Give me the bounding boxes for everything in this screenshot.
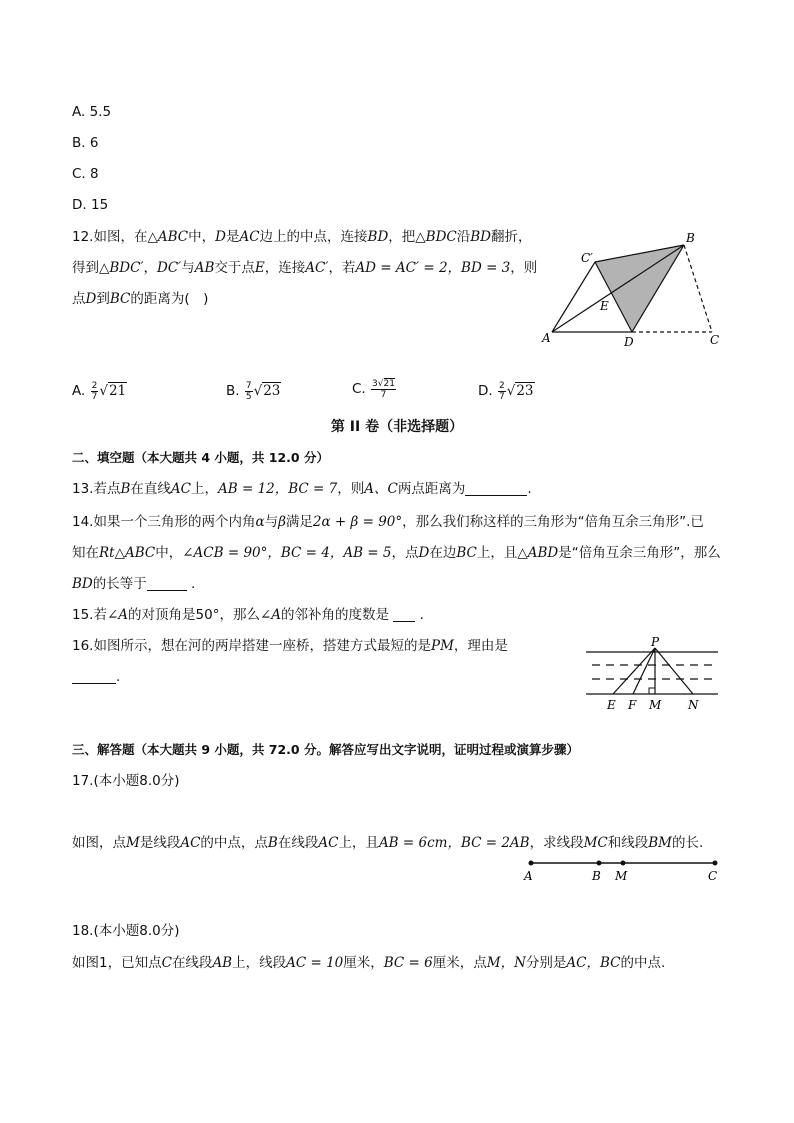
q12-figure: [536, 228, 726, 350]
point-c: [713, 861, 718, 866]
label-d: D: [624, 335, 634, 349]
q14-answer-blank[interactable]: [147, 577, 187, 591]
part2-title: 第 II 卷（非选择题）: [330, 419, 464, 435]
q15: 15.若∠A的对顶角是50°，那么∠A的邻补角的度数是 .: [72, 607, 424, 623]
segment-ac-prime: [552, 262, 595, 332]
label-n: N: [688, 698, 699, 712]
q13: 13.若点B在直线AC上，AB = 12，BC = 7，则A、C两点距离为 .: [72, 481, 532, 497]
label-e: E: [607, 698, 616, 712]
point-a: [529, 861, 534, 866]
q15-answer-blank[interactable]: [393, 608, 415, 622]
label-c: C: [710, 333, 720, 347]
section2-header: 二、填空题（本大题共 4 小题，共 12.0 分）: [72, 450, 329, 465]
q18-text: 如图1，已知点C在线段AB上，线段AC = 10厘米，BC = 6厘米，点M，N分别是AC，BC的中点.: [72, 955, 666, 971]
q11-option-d: D. 15: [72, 197, 109, 213]
label-a: A: [524, 869, 533, 883]
q18-header: 18.(本小题8.0分): [72, 923, 180, 939]
label-p: P: [651, 635, 660, 649]
label-f: F: [628, 698, 637, 712]
q11-option-c: C. 8: [72, 166, 99, 182]
point-b: [597, 861, 602, 866]
q16-answer-blank[interactable]: [72, 670, 116, 684]
section3-header: 三、解答题（本大题共 9 小题，共 72.0 分。解答应写出文字说明，证明过程或演算步骤）: [72, 742, 579, 757]
label-c: C: [708, 869, 718, 883]
q14-line-2: 知在Rt△ABC中，∠ACB = 90°，BC = 4，AB = 5，点D在边BC上，且△ABD是“倍角互余三角形”，那么: [72, 545, 721, 561]
label-b: B: [686, 231, 695, 245]
q14-line-1: 14.如果一个三角形的两个内角α与β满足2α + β = 90°，那么我们称这样的三角形为“倍角互余三角形”.已: [72, 514, 704, 530]
point-m: [621, 861, 626, 866]
segment-pe: [613, 648, 655, 694]
q12-line-3: 点D到BC的距离为( ): [72, 291, 209, 307]
q12-option-a: A. $\frac{2}{7}$ √21: [72, 380, 127, 402]
q11-option-a: A. 5.5: [72, 104, 112, 120]
q16-line-2: .: [72, 668, 120, 686]
q16-line-1: 16.如图所示，想在河的两岸搭建一座桥，搭建方式最短的是PM，理由是: [72, 638, 508, 654]
q12-option-b: B. $\frac{7}{5}$ √23: [226, 380, 281, 402]
label-e: E: [600, 299, 609, 313]
label-c-prime: C′: [581, 251, 593, 265]
q17-header: 17.(本小题8.0分): [72, 773, 180, 789]
q11-option-b: B. 6: [72, 135, 99, 151]
label-m: M: [615, 869, 628, 883]
q12-option-d: D. $\frac{2}{7}$ √23: [478, 380, 534, 402]
q16-figure: [582, 634, 722, 714]
segment-bc-dashed: [684, 245, 712, 332]
right-angle-mark: [649, 688, 655, 694]
q13-answer-blank[interactable]: [465, 482, 527, 496]
q12-line-2: 得到△BDC′，DC′与AB交于点E，连接AC′，若AD = AC′ = 2，BD = 3，则: [72, 260, 538, 276]
segment-pf: [633, 648, 655, 694]
q17-figure: [518, 854, 726, 886]
q17-text: 如图，点M是线段AC的中点，点B在线段AC上，且AB = 6cm，BC = 2AB，求线段MC和线段BM的长.: [72, 835, 704, 851]
label-a: A: [542, 331, 551, 345]
q14-line-3: BD的长等于 .: [72, 576, 196, 592]
label-b: B: [592, 869, 601, 883]
segment-pn: [655, 648, 693, 694]
label-m: M: [649, 698, 662, 712]
q12-option-c: C. $\frac{3√21}{7}$: [352, 378, 395, 400]
q12-line-1: 12.如图，在△ABC中，D是AC边上的中点，连接BD，把△BDC沿BD翻折，: [72, 229, 532, 245]
